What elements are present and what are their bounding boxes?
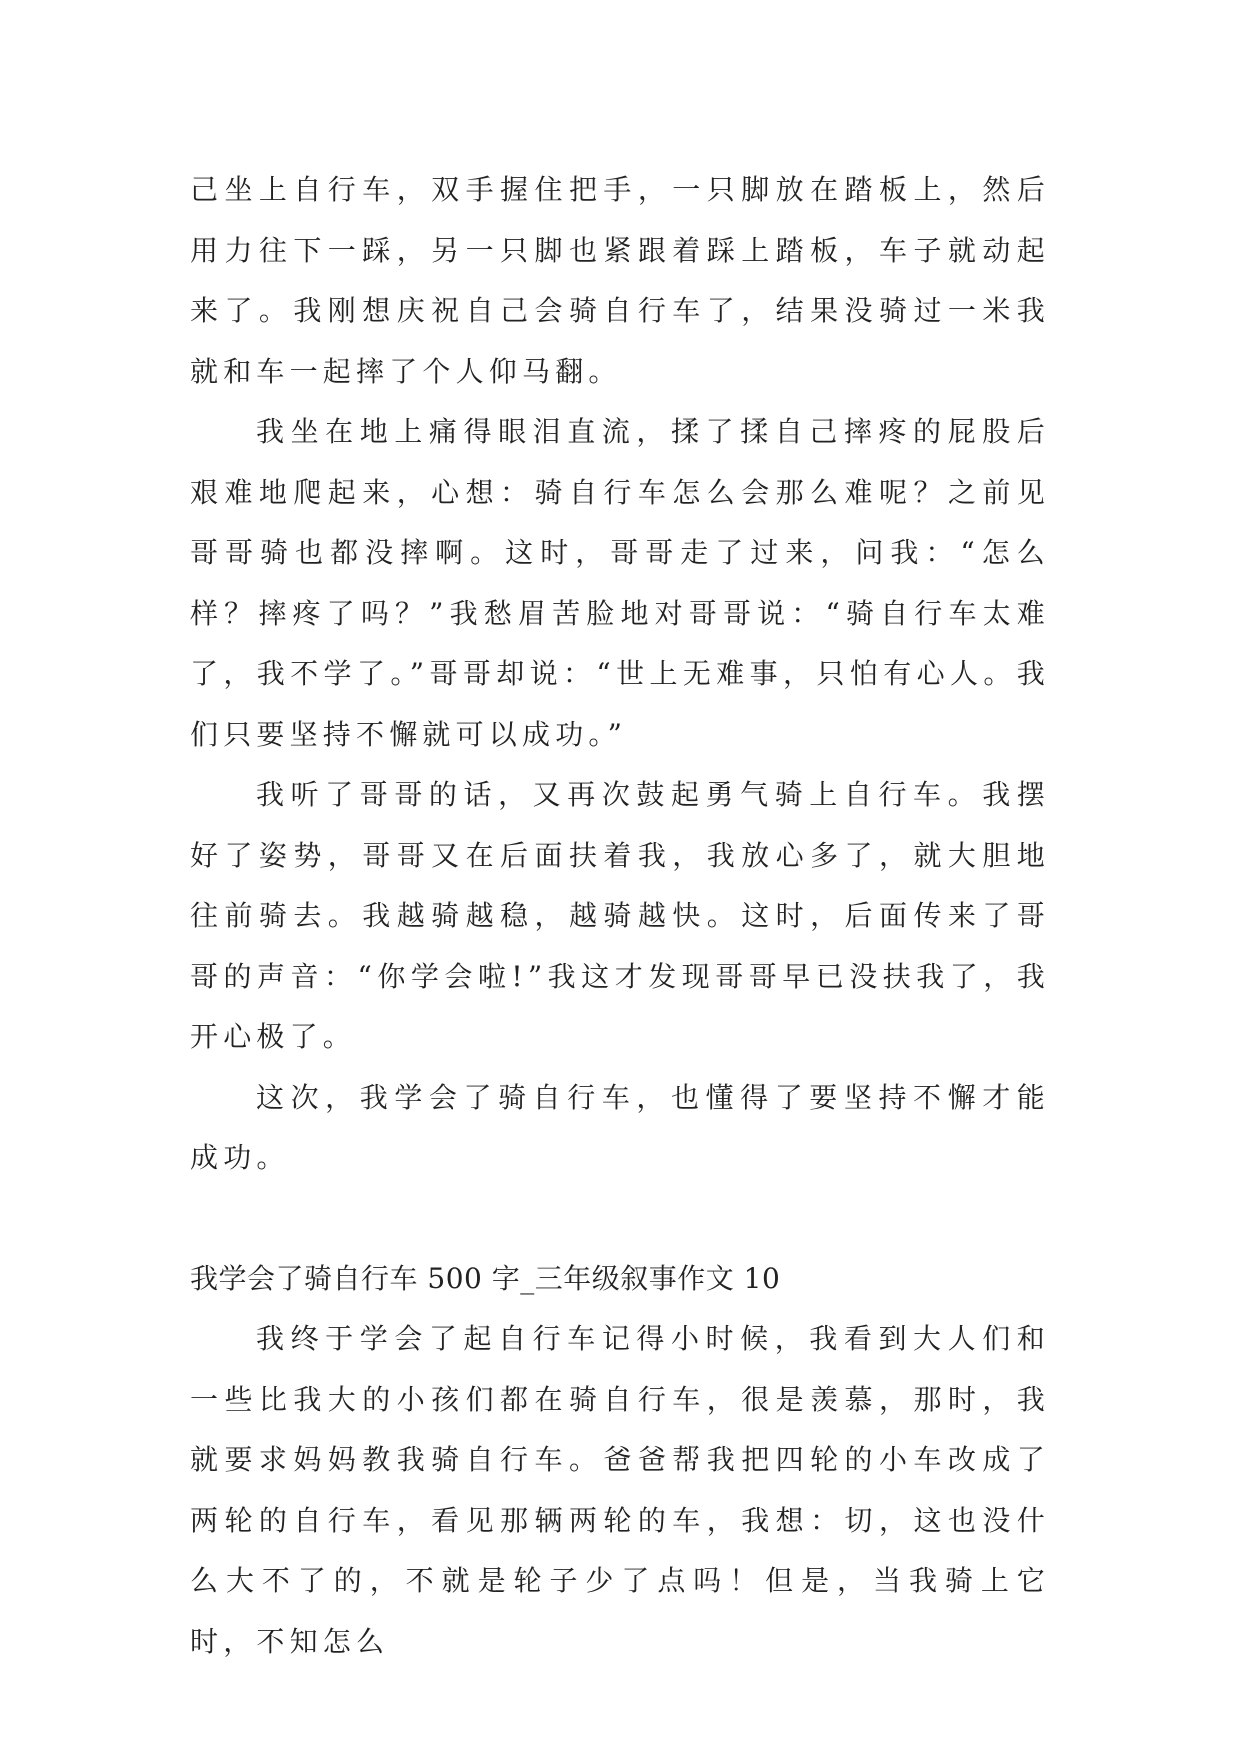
section-spacer (190, 1189, 1050, 1249)
document-page (190, 160, 1050, 1672)
paragraph-continued: 己坐上自行车，双手握住把手，一只脚放在踏板上，然后用力往下一踩，另一只脚也紧跟着踩上踏板，车子就动起来了。我刚想庆祝自己会骑自行车了，结果没骑过一米我就和车一起摔了个人仰马翻。 (190, 173, 1050, 388)
paragraph-fall: 我坐在地上痛得眼泪直流，揉了揉自己摔疼的屁股后艰难地爬起来，心想：骑自行车怎么会那么难呢？之前见哥哥骑也都没摔啊。这时，哥哥走了过来，问我：“怎么样？摔疼了吗？”我愁眉苦脸地对哥哥说：“骑自行车太难了，我不学了。”哥哥却说：“世上无难事，只怕有心人。我们只要坚持不懈就可以成功。” (190, 415, 1050, 751)
paragraph-conclusion: 这次，我学会了骑自行车，也懂得了要坚持不懈才能成功。 (190, 1080, 1050, 1174)
paragraph-new-essay-intro: 我终于学会了起自行车记得小时候，我看到大人们和一些比我大的小孩们都在骑自行车，很是羡慕，那时，我就要求妈妈教我骑自行车。爸爸帮我把四轮的小车改成了两轮的自行车，看见那辆两轮的车，我想：切，这也没什么大不了的，不就是轮子少了点吗！但是，当我骑上它时，不知怎么 (190, 1322, 1050, 1658)
paragraph-success: 我听了哥哥的话，又再次鼓起勇气骑上自行车。我摆好了姿势，哥哥又在后面扶着我，我放心多了，就大胆地往前骑去。我越骑越稳，越骑越快。这时，后面传来了哥哥的声音：“你学会啦!”我这才发现哥哥早已没扶我了，我开心极了。 (190, 778, 1050, 1053)
essay-title: 我学会了骑自行车 500 字_三年级叙事作文 10 (190, 1261, 781, 1295)
